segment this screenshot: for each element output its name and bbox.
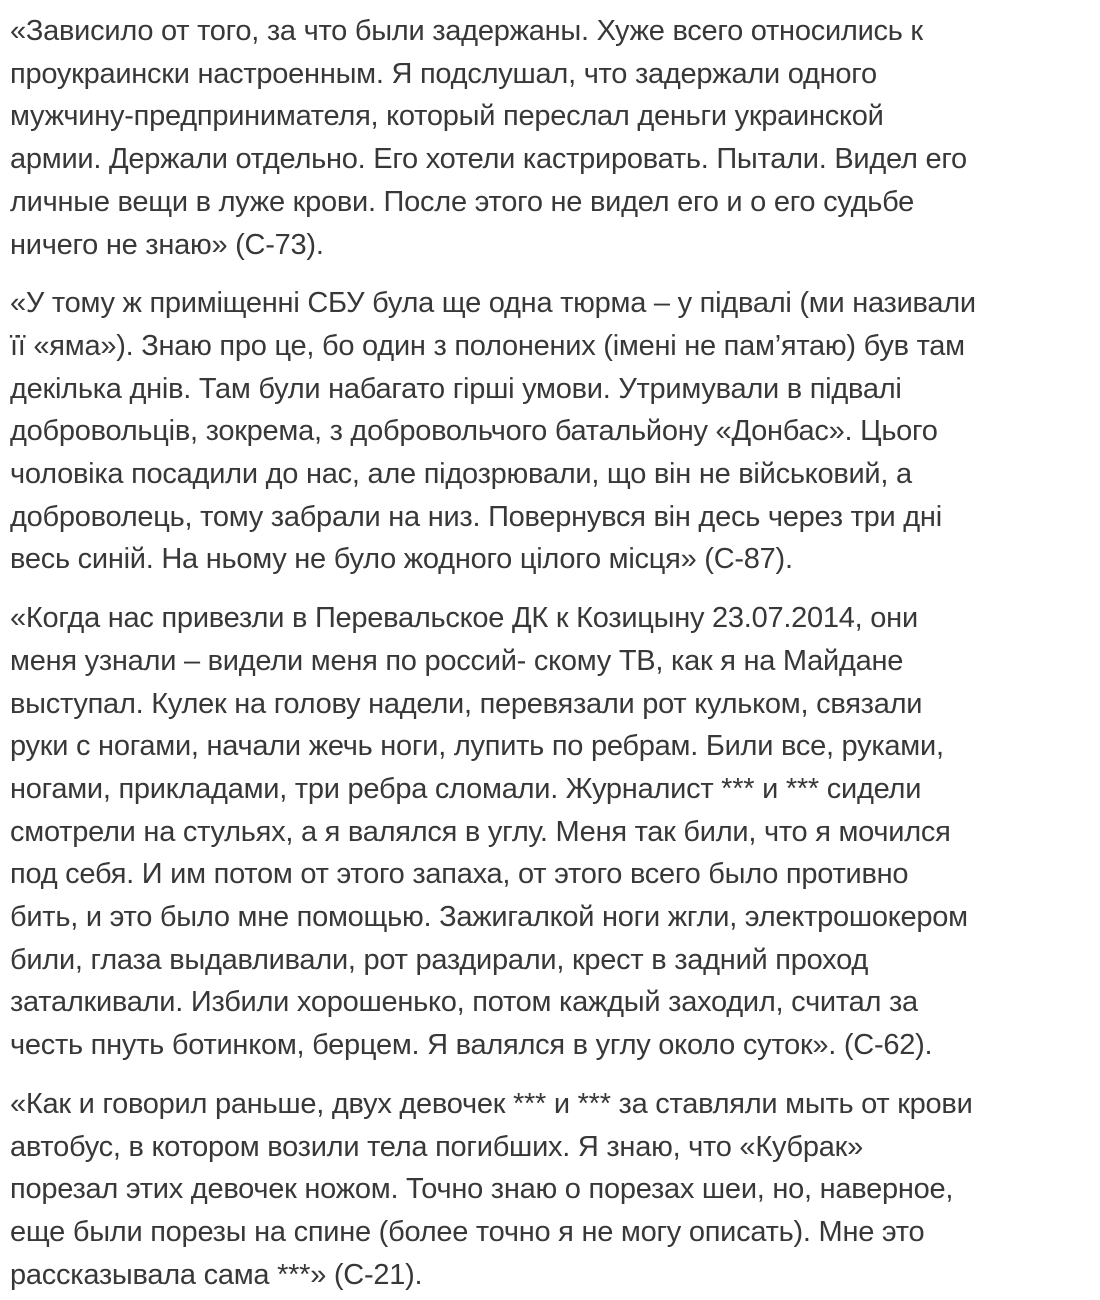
text-line: «У тому ж приміщенні СБУ була ще одна тюрма – у підвалі (ми називали	[10, 287, 976, 320]
testimony-paragraph-c73	[10, 10, 1090, 266]
text-line: армии. Держали отдельно. Его хотели кастрировать. Пытали. Видел его	[10, 143, 967, 176]
text-line: порезал этих девочек ножом. Точно знаю о порезах шеи, но, наверное,	[10, 1173, 954, 1206]
text-line: добровольців, зокрема, з добровольчого батальйону «Донбас». Цього	[10, 415, 938, 448]
text-line: весь синій. На ньому не було жодного цілого місця» (С-87).	[10, 543, 793, 576]
text-line: її «яма»). Знаю про це, бо один з полонених (імені не пам’ятаю) був там	[10, 329, 965, 362]
text-line: выступал. Кулек на голову надели, перевязали рот кульком, связали	[10, 687, 923, 720]
text-line: чоловіка посадили до нас, але підозрювали, що він не військовий, а	[10, 458, 912, 491]
text-line: честь пнуть ботинком, берцем. Я валялся в углу около суток». (С-62).	[10, 1029, 933, 1062]
testimony-paragraph-c62	[10, 597, 1090, 1067]
text-line: смотрели на стульях, а я валялся в углу. Меня так били, что я мочился	[10, 815, 951, 848]
text-line: еще были порезы на спине (более точно я не могу описать). Мне это	[10, 1215, 925, 1248]
text-line: «Как и говорил раньше, двух девочек *** и *** за ставляли мыть от крови	[10, 1087, 973, 1120]
text-line: доброволець, тому забрали на низ. Повернувся він десь через три дні	[10, 500, 942, 533]
text-line: руки с ногами, начали жечь ноги, лупить по ребрам. Били все, руками,	[10, 730, 944, 763]
testimony-paragraph-c87	[10, 282, 1090, 581]
text-line: рассказывала сама ***» (С-21).	[10, 1258, 423, 1291]
text-line: «Зависило от того, за что были задержаны. Хуже всего относились к	[10, 15, 923, 47]
testimony-paragraph-c21	[10, 1083, 1090, 1297]
text-line: проукраински настроенным. Я подслушал, что задержали одного	[10, 57, 877, 90]
text-line: декілька днів. Там були набагато гірші умови. Утримували в підвалі	[10, 372, 902, 405]
text-line: заталкивали. Избили хорошенько, потом каждый заходил, считал за	[10, 986, 918, 1019]
text-line: меня узнали – видели меня по россий- скому ТВ, как я на Майдане	[10, 644, 904, 677]
text-line: «Когда нас привезли в Перевальское ДК к Козицыну 23.07.2014, они	[10, 602, 918, 635]
text-line: автобус, в котором возили тела погибших. Я знаю, что «Кубрак»	[10, 1130, 863, 1163]
text-line: мужчину-предпринимателя, который переслал деньги украинской	[10, 100, 884, 133]
text-line: ничего не знаю» (С-73).	[10, 228, 324, 261]
text-line: бить, и это было мне помощью. Зажигалкой ноги жгли, электрошокером	[10, 901, 968, 934]
text-line: личные вещи в луже крови. После этого не видел его и о его судьбе	[10, 185, 915, 218]
text-line: ногами, прикладами, три ребра сломали. Журналист *** и *** сидели	[10, 772, 922, 805]
text-line: били, глаза выдавливали, рот раздирали, крест в задний проход	[10, 943, 868, 976]
text-line: под себя. И им потом от этого запаха, от этого всего было противно	[10, 858, 909, 891]
